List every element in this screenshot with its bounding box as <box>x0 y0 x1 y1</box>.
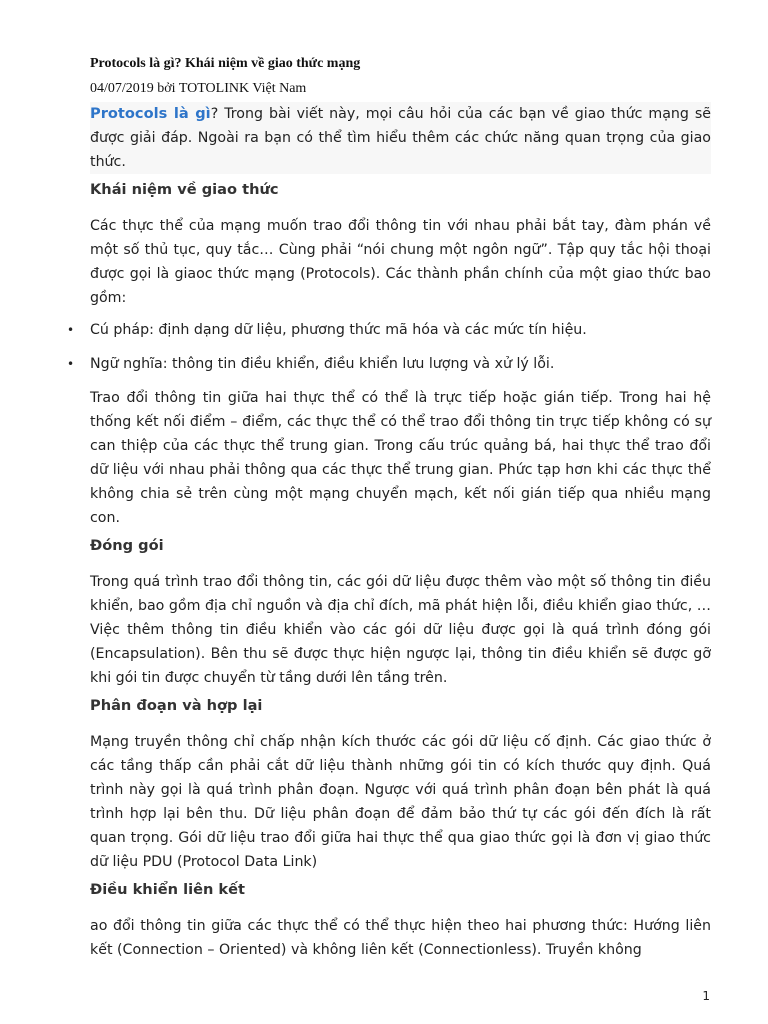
protocol-components-list <box>67 318 711 376</box>
page-number: 1 <box>702 989 710 1003</box>
connection-paragraph: ao đổi thông tin giữa các thực thể có thể thực hiện theo hai phương thức: Hướng liên kết (Connection – Oriented) và không liên kết (Connectionless). Truyền không <box>90 918 711 958</box>
bullet-icon: • <box>67 323 75 337</box>
segmentation-paragraph: Mạng truyền thông chỉ chấp nhận kích thước các gói dữ liệu cố định. Các giao thức ở các tầng thấp cần phải cắt dữ liệu thành những gói tin có kích thước quy định. Quá trình này gọi là quá trình phân đoạn. Ngược với quá trình phân đoạn bên phát là quá trình hợp lại bên thu. Dữ liệu phân đoạn để đảm bảo thứ tự các gói đến đích là rất quan trọng. Gói dữ liệu trao đổi giữa hai thực thể qua giao thức gọi là đơn vị giao thức dữ liệu PDU (Protocol Data Link) <box>90 734 711 870</box>
list-item <box>67 318 711 342</box>
intro-paragraph <box>90 102 711 174</box>
heading-segmentation: Phân đoạn và hợp lại <box>90 697 263 714</box>
heading-encapsulation: Đóng gói <box>90 537 164 554</box>
heading-concept: Khái niệm về giao thức <box>90 181 279 198</box>
protocols-link[interactable]: Protocols là gì <box>90 105 211 122</box>
list-item-text: Ngữ nghĩa: thông tin điều khiển, điều khiển lưu lượng và xử lý lỗi. <box>90 356 555 372</box>
document-meta: 04/07/2019 bởi TOTOLINK Việt Nam <box>90 81 307 96</box>
list-item <box>67 352 711 376</box>
list-item-text: Cú pháp: định dạng dữ liệu, phương thức mã hóa và các mức tín hiệu. <box>90 322 587 338</box>
document-title: Protocols là gì? Khái niệm về giao thức mạng <box>90 56 361 71</box>
article-body <box>67 102 711 962</box>
heading-connection-control: Điều khiển liên kết <box>90 881 246 898</box>
intro-text: ? Trong bài viết này, mọi câu hỏi của các bạn về giao thức mạng sẽ được giải đáp. Ngoài ra bạn có thể tìm hiểu thêm các chức năng quan trọng của giao thức. <box>90 106 711 170</box>
concept-paragraph-1: Các thực thể của mạng muốn trao đổi thông tin với nhau phải bắt tay, đàm phán về một số thủ tục, quy tắc… Cùng phải “nói chung một ngôn ngữ”. Tập quy tắc hội thoại được gọi là giaoc thức mạng (Protocols). Các thành phần chính của một giao thức bao gồm: <box>90 218 711 306</box>
concept-paragraph-2: Trao đổi thông tin giữa hai thực thể có thể là trực tiếp hoặc gián tiếp. Trong hai hệ thống kết nối điểm – điểm, các thực thể có thể trao đổi thông tin trực tiếp không có sự can thiệp của các thực thể trung gian. Trong cấu trúc quảng bá, hai thực thể trao đổi dữ liệu với nhau phải thông qua các thực thể trung gian. Phức tạp hơn khi các thực thể không chia sẻ trên cùng một mạng chuyển mạch, kết nối gián tiếp qua nhiều mạng con. <box>90 390 711 526</box>
bullet-icon: • <box>67 357 75 371</box>
encapsulation-paragraph: Trong quá trình trao đổi thông tin, các gói dữ liệu được thêm vào một số thông tin điều khiển, bao gồm địa chỉ nguồn và địa chỉ đích, mã phát hiện lỗi, điều khiển giao thức, … Việc thêm thông tin điều khiển vào các gói dữ liệu được gọi là quá trình đóng gói (Encapsulation). Bên thu sẽ được thực hiện ngược lại, thông tin điều khiển sẽ được gỡ khi gói tin được chuyển từ tầng dưới lên tầng trên. <box>90 574 711 686</box>
